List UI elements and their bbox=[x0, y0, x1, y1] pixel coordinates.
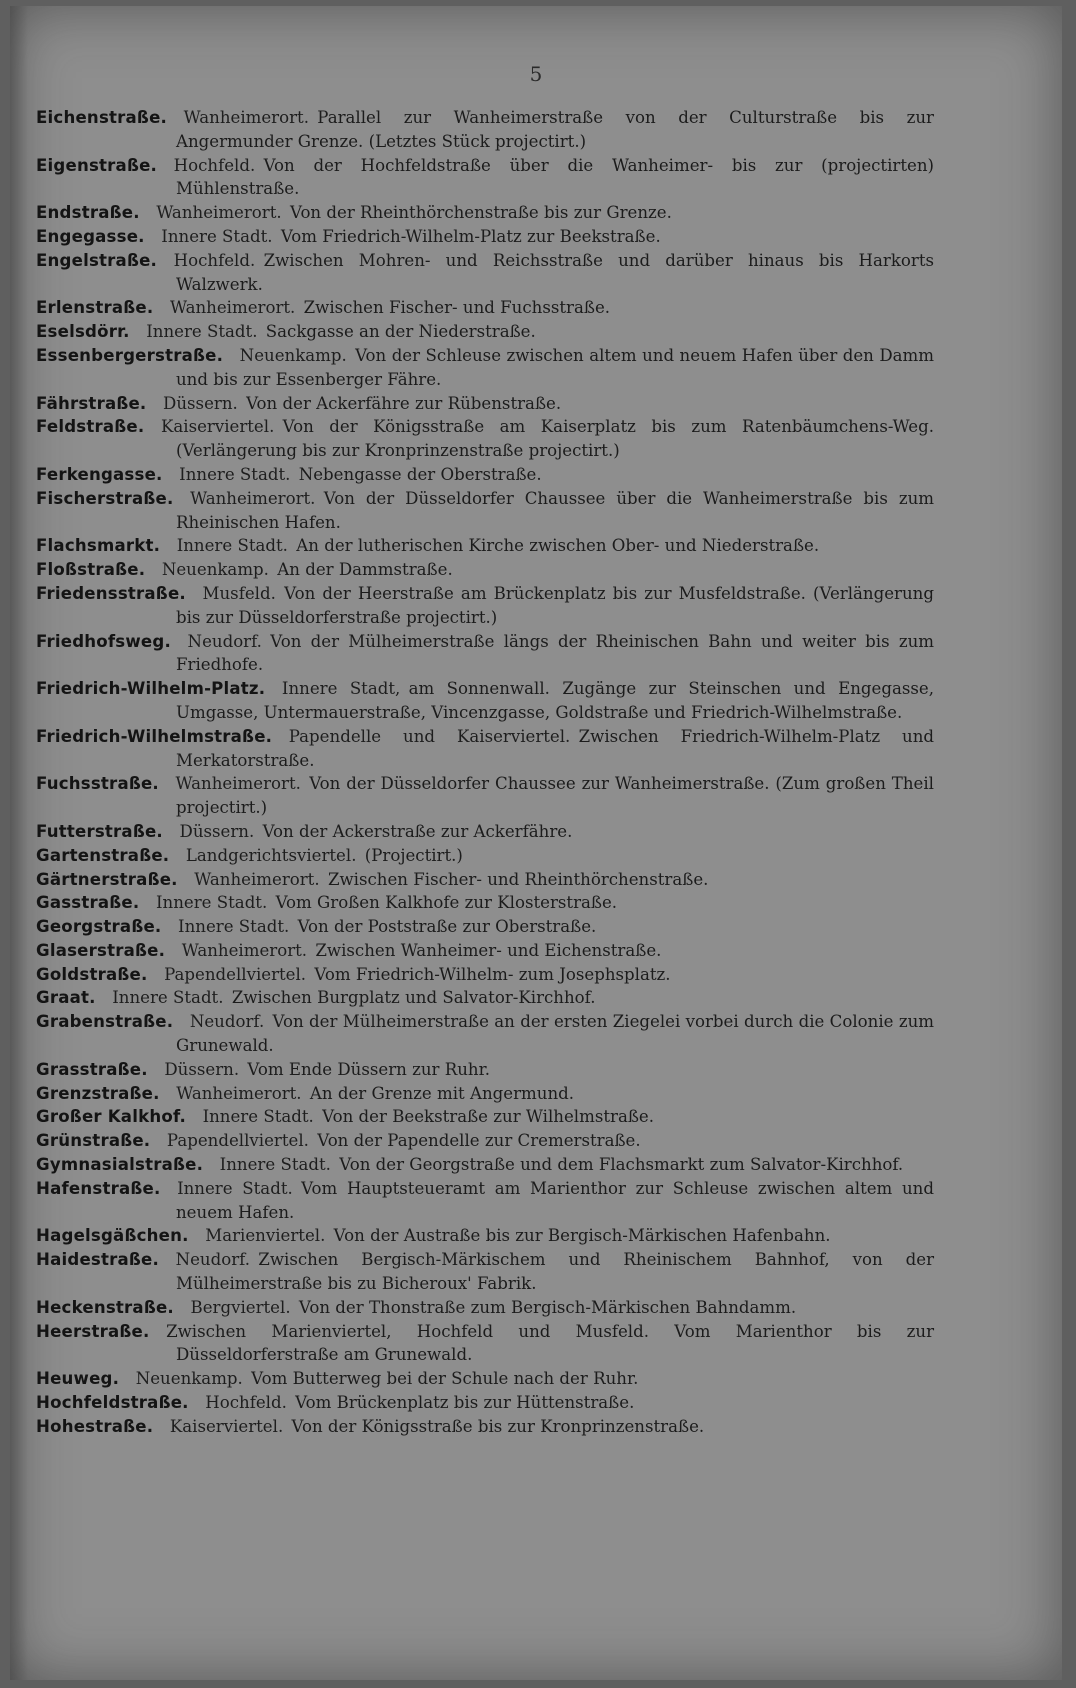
directory-entry bbox=[36, 868, 934, 892]
street-description: Nebengasse der Oberstraße. bbox=[298, 464, 542, 484]
district-name: Neuenkamp. bbox=[239, 345, 347, 365]
directory-entry bbox=[36, 1224, 934, 1248]
directory-entry bbox=[36, 1153, 934, 1177]
directory-entry bbox=[36, 1248, 934, 1296]
district-name: Wanheimerort. bbox=[183, 108, 309, 127]
district-name: Neudorf. bbox=[175, 1250, 250, 1270]
district-name: Wanheimerort. bbox=[194, 869, 320, 889]
document-page bbox=[10, 6, 1062, 1680]
street-name: Goldstraße. bbox=[36, 964, 148, 984]
street-name: Eigenstraße. bbox=[36, 155, 158, 175]
street-description: Von der Hochfeldstraße über die Wanheimer- bis zur (projectirten) Mühlenstraße. bbox=[176, 155, 934, 199]
street-description: Von der Heerstraße am Brückenplatz bis zur Musfeldstraße. (Verlängerung bis zur Düsseldorferstraße projectirt.) bbox=[176, 583, 934, 627]
street-name: Graat. bbox=[36, 988, 96, 1008]
directory-entry bbox=[36, 1177, 934, 1225]
district-name: Innere Stadt. bbox=[179, 464, 291, 484]
street-name: Großer Kalkhof. bbox=[36, 1107, 186, 1127]
street-description: Zwischen Fischer- und Rheinthörchenstraße. bbox=[327, 869, 709, 889]
street-description: Von der Rheinthörchenstraße bis zur Grenze. bbox=[289, 203, 672, 223]
directory-entry bbox=[36, 558, 934, 582]
street-description: Von der Papendelle zur Cremerstraße. bbox=[317, 1131, 641, 1151]
district-name: Innere Stadt. bbox=[161, 226, 273, 246]
directory-entry bbox=[36, 677, 934, 725]
district-name: Neuenkamp. bbox=[135, 1369, 243, 1389]
street-name: Heuweg. bbox=[36, 1369, 120, 1389]
district-name: Neudorf. bbox=[187, 631, 262, 651]
district-name: Wanheimerort. bbox=[156, 203, 282, 223]
street-name: Engegasse. bbox=[36, 226, 145, 246]
directory-entry bbox=[36, 106, 934, 154]
street-description: Zwischen Bergisch-Märkischem und Rheinischem Bahnhof, von der Mülheimerstraße bis zu Bicheroux' Fabrik. bbox=[176, 1250, 934, 1294]
district-name: Kaiserviertel. bbox=[169, 1416, 284, 1436]
district-name: Düssern. bbox=[164, 1059, 240, 1079]
directory-entry bbox=[36, 225, 934, 249]
district-name: Kaiserviertel. bbox=[160, 417, 275, 437]
street-description: An der lutherischen Kirche zwischen Ober- und Niederstraße. bbox=[296, 536, 820, 556]
district-name: Wanheimerort. bbox=[176, 1083, 302, 1103]
district-name: Innere Stadt. bbox=[178, 917, 290, 937]
district-name: Neudorf. bbox=[189, 1012, 265, 1032]
district-name: Innere Stadt. bbox=[112, 988, 224, 1008]
street-name: Eichenstraße. bbox=[36, 108, 168, 127]
street-description: Von der Königsstraße am Kaiserplatz bis zum Ratenbäumchens-Weg. (Verlängerung bis zur Kronprinzenstraße projectirt.) bbox=[176, 417, 934, 461]
directory-entry bbox=[36, 201, 934, 225]
street-description: Vom Brückenplatz bis zur Hüttenstraße. bbox=[295, 1393, 635, 1413]
street-name: Heerstraße. bbox=[36, 1321, 150, 1341]
district-name: Innere Stadt. bbox=[219, 1155, 331, 1175]
district-name: Innere Stadt. bbox=[176, 536, 288, 556]
street-name: Friedrich-Wilhelmstraße. bbox=[36, 726, 273, 746]
district-name: Wanheimerort. bbox=[190, 488, 316, 508]
district-name: Wanheimerort. bbox=[169, 298, 296, 318]
page-edge-shadow bbox=[10, 6, 28, 1680]
district-name: Hochfeld. bbox=[173, 155, 256, 175]
street-directory-list bbox=[36, 106, 934, 1439]
street-name: Floßstraße. bbox=[36, 560, 146, 580]
street-name: Grasstraße. bbox=[36, 1059, 148, 1079]
street-name: Grabenstraße. bbox=[36, 1012, 174, 1032]
street-name: Grenzstraße. bbox=[36, 1083, 160, 1103]
directory-entry bbox=[36, 249, 934, 297]
street-description: Zwischen Friedrich-Wilhelm-Platz und Merkatorstraße. bbox=[176, 726, 935, 770]
street-description: Zwischen Wanheimer- und Eichenstraße. bbox=[315, 940, 662, 960]
district-name: Düssern. bbox=[163, 393, 238, 413]
street-name: Hagelsgäßchen. bbox=[36, 1226, 189, 1246]
district-name: Papendellviertel. bbox=[166, 1131, 309, 1151]
street-name: Hochfeldstraße. bbox=[36, 1393, 189, 1413]
directory-entry bbox=[36, 1010, 934, 1058]
district-name: Innere Stadt. bbox=[146, 322, 258, 342]
district-name: Wanheimerort. bbox=[181, 940, 308, 960]
directory-entry bbox=[36, 1082, 934, 1106]
directory-entry bbox=[36, 630, 934, 678]
district-name: Hochfeld. bbox=[205, 1393, 287, 1413]
street-name: Eselsdörr. bbox=[36, 322, 130, 342]
street-name: Futterstraße. bbox=[36, 821, 163, 841]
street-description: Von der Poststraße zur Oberstraße. bbox=[297, 917, 597, 937]
street-name: Feldstraße. bbox=[36, 417, 145, 437]
directory-entry bbox=[36, 725, 934, 773]
district-name: Papendellviertel. bbox=[164, 964, 307, 984]
district-name: Innere Stadt. bbox=[202, 1107, 314, 1127]
street-name: Georgstraße. bbox=[36, 917, 162, 937]
directory-entry bbox=[36, 1058, 934, 1082]
directory-entry bbox=[36, 891, 934, 915]
street-name: Friedhofsweg. bbox=[36, 631, 171, 651]
directory-entry bbox=[36, 487, 934, 535]
street-description: An der Grenze mit Angermund. bbox=[309, 1083, 575, 1103]
directory-entry bbox=[36, 1320, 934, 1368]
street-description: Vom Hauptsteueramt am Marienthor zur Schleuse zwischen altem und neuem Hafen. bbox=[176, 1178, 934, 1222]
street-description: Zwischen Burgplatz und Salvator-Kirchhof. bbox=[231, 988, 596, 1008]
street-name: Essenbergerstraße. bbox=[36, 345, 224, 365]
street-name: Friedensstraße. bbox=[36, 583, 186, 603]
directory-entry bbox=[36, 1296, 934, 1320]
directory-entry bbox=[36, 915, 934, 939]
street-description: An der Dammstraße. bbox=[277, 560, 453, 580]
district-name: Landgerichtsviertel. bbox=[185, 845, 357, 865]
directory-entry bbox=[36, 1105, 934, 1129]
street-description: Von der Schleuse zwischen altem und neuem Hafen über den Damm und bis zur Essenberger Fähre. bbox=[176, 345, 934, 389]
street-name: Gasstraße. bbox=[36, 893, 140, 913]
street-description: (Projectirt.) bbox=[364, 845, 463, 865]
street-description: Vom Butterweg bei der Schule nach der Ruhr. bbox=[251, 1369, 639, 1389]
directory-entry bbox=[36, 772, 934, 820]
street-name: Grünstraße. bbox=[36, 1131, 151, 1151]
street-description: Von der Düsseldorfer Chaussee zur Wanheimerstraße. (Zum großen Theil projectirt.) bbox=[176, 774, 934, 818]
street-name: Glaserstraße. bbox=[36, 940, 166, 960]
street-name: Gartenstraße. bbox=[36, 845, 170, 865]
street-description: Von der Mülheimerstraße an der ersten Ziegelei vorbei durch die Colonie zum Grunewald. bbox=[176, 1012, 934, 1056]
street-description: Zwischen Mohren- und Reichsstraße und darüber hinaus bis Harkorts Walzwerk. bbox=[176, 250, 934, 294]
directory-entry bbox=[36, 344, 934, 392]
street-name: Haidestraße. bbox=[36, 1250, 159, 1270]
street-description: Zwischen Fischer- und Fuchsstraße. bbox=[303, 298, 611, 318]
directory-entry bbox=[36, 986, 934, 1010]
street-name: Gymnasialstraße. bbox=[36, 1155, 204, 1175]
district-name: Marienviertel. bbox=[205, 1226, 326, 1246]
street-description: Vom Großen Kalkhofe zur Klosterstraße. bbox=[275, 893, 618, 913]
district-name: Wanheimerort. bbox=[175, 774, 301, 794]
directory-entry bbox=[36, 820, 934, 844]
directory-entry bbox=[36, 1391, 934, 1415]
street-description: Von der Mülheimerstraße längs der Rheinischen Bahn und weiter bis zum Friedhofe. bbox=[176, 631, 934, 675]
page-number: 5 bbox=[529, 62, 543, 86]
street-name: Endstraße. bbox=[36, 203, 140, 223]
street-name: Friedrich-Wilhelm-Platz. bbox=[36, 679, 266, 699]
district-name: Hochfeld. bbox=[173, 250, 256, 270]
district-name: Innere Stadt, bbox=[281, 679, 401, 699]
directory-entry bbox=[36, 844, 934, 868]
directory-entry bbox=[36, 963, 934, 987]
street-name: Fuchsstraße. bbox=[36, 774, 159, 794]
street-description: Zwischen Marienviertel, Hochfeld und Musfeld. Vom Marienthor bis zur Düsseldorferstraße am Grunewald. bbox=[166, 1321, 934, 1365]
street-description: am Sonnenwall. Zugänge zur Steinschen und Engegasse, Umgasse, Untermauerstraße, Vincenzgasse, Goldstraße und Friedrich-Wilhelmstraße. bbox=[176, 679, 934, 722]
directory-entry bbox=[36, 320, 934, 344]
directory-entry bbox=[36, 1367, 934, 1391]
street-name: Hohestraße. bbox=[36, 1416, 154, 1436]
street-description: Von der Düsseldorfer Chaussee über die Wanheimerstraße bis zum Rheinischen Hafen. bbox=[176, 488, 934, 532]
street-description: Von der Austraße bis zur Bergisch-Märkischen Hafenbahn. bbox=[333, 1226, 831, 1246]
directory-entry bbox=[36, 1129, 934, 1153]
street-name: Erlenstraße. bbox=[36, 298, 154, 318]
directory-entry bbox=[36, 1415, 934, 1439]
street-description: Vom Friedrich-Wilhelm-Platz zur Beekstraße. bbox=[280, 226, 661, 246]
directory-entry bbox=[36, 534, 934, 558]
street-description: Parallel zur Wanheimerstraße von der Culturstraße bis zur Angermunder Grenze. (Letztes Stück projectirt.) bbox=[176, 108, 934, 151]
district-name: Neuenkamp. bbox=[161, 560, 269, 580]
directory-entry bbox=[36, 415, 934, 463]
street-name: Fährstraße. bbox=[36, 393, 147, 413]
street-name: Engelstraße. bbox=[36, 250, 158, 270]
street-description: Von der Ackerfähre zur Rübenstraße. bbox=[246, 393, 562, 413]
street-description: Von der Ackerstraße zur Ackerfähre. bbox=[262, 821, 573, 841]
street-name: Gärtnerstraße. bbox=[36, 869, 178, 889]
district-name: Musfeld. bbox=[202, 583, 276, 603]
street-description: Vom Friedrich-Wilhelm- zum Josephsplatz. bbox=[314, 964, 671, 984]
directory-entry bbox=[36, 582, 934, 630]
street-description: Sackgasse an der Niederstraße. bbox=[265, 322, 536, 342]
street-description: Vom Ende Düssern zur Ruhr. bbox=[247, 1059, 491, 1079]
street-name: Flachsmarkt. bbox=[36, 536, 161, 556]
district-name: Papendelle und Kaiserviertel. bbox=[288, 726, 571, 746]
street-name: Fischerstraße. bbox=[36, 488, 174, 508]
directory-entry bbox=[36, 392, 934, 416]
district-name: Innere Stadt. bbox=[155, 893, 268, 913]
directory-entry bbox=[36, 939, 934, 963]
street-name: Ferkengasse. bbox=[36, 464, 163, 484]
district-name: Innere Stadt. bbox=[177, 1178, 293, 1198]
street-description: Von der Beekstraße zur Wilhelmstraße. bbox=[322, 1107, 655, 1127]
district-name: Bergviertel. bbox=[190, 1297, 291, 1317]
street-description: Von der Thonstraße zum Bergisch-Märkischen Bahndamm. bbox=[298, 1297, 797, 1317]
street-description: Von der Georgstraße und dem Flachsmarkt zum Salvator-Kirchhof. bbox=[339, 1155, 904, 1175]
street-name: Hafenstraße. bbox=[36, 1178, 161, 1198]
district-name: Düssern. bbox=[179, 821, 255, 841]
directory-entry bbox=[36, 154, 934, 202]
directory-entry bbox=[36, 463, 934, 487]
street-name: Heckenstraße. bbox=[36, 1297, 174, 1317]
street-description: Von der Königsstraße bis zur Kronprinzenstraße. bbox=[291, 1416, 705, 1436]
directory-entry bbox=[36, 296, 934, 320]
